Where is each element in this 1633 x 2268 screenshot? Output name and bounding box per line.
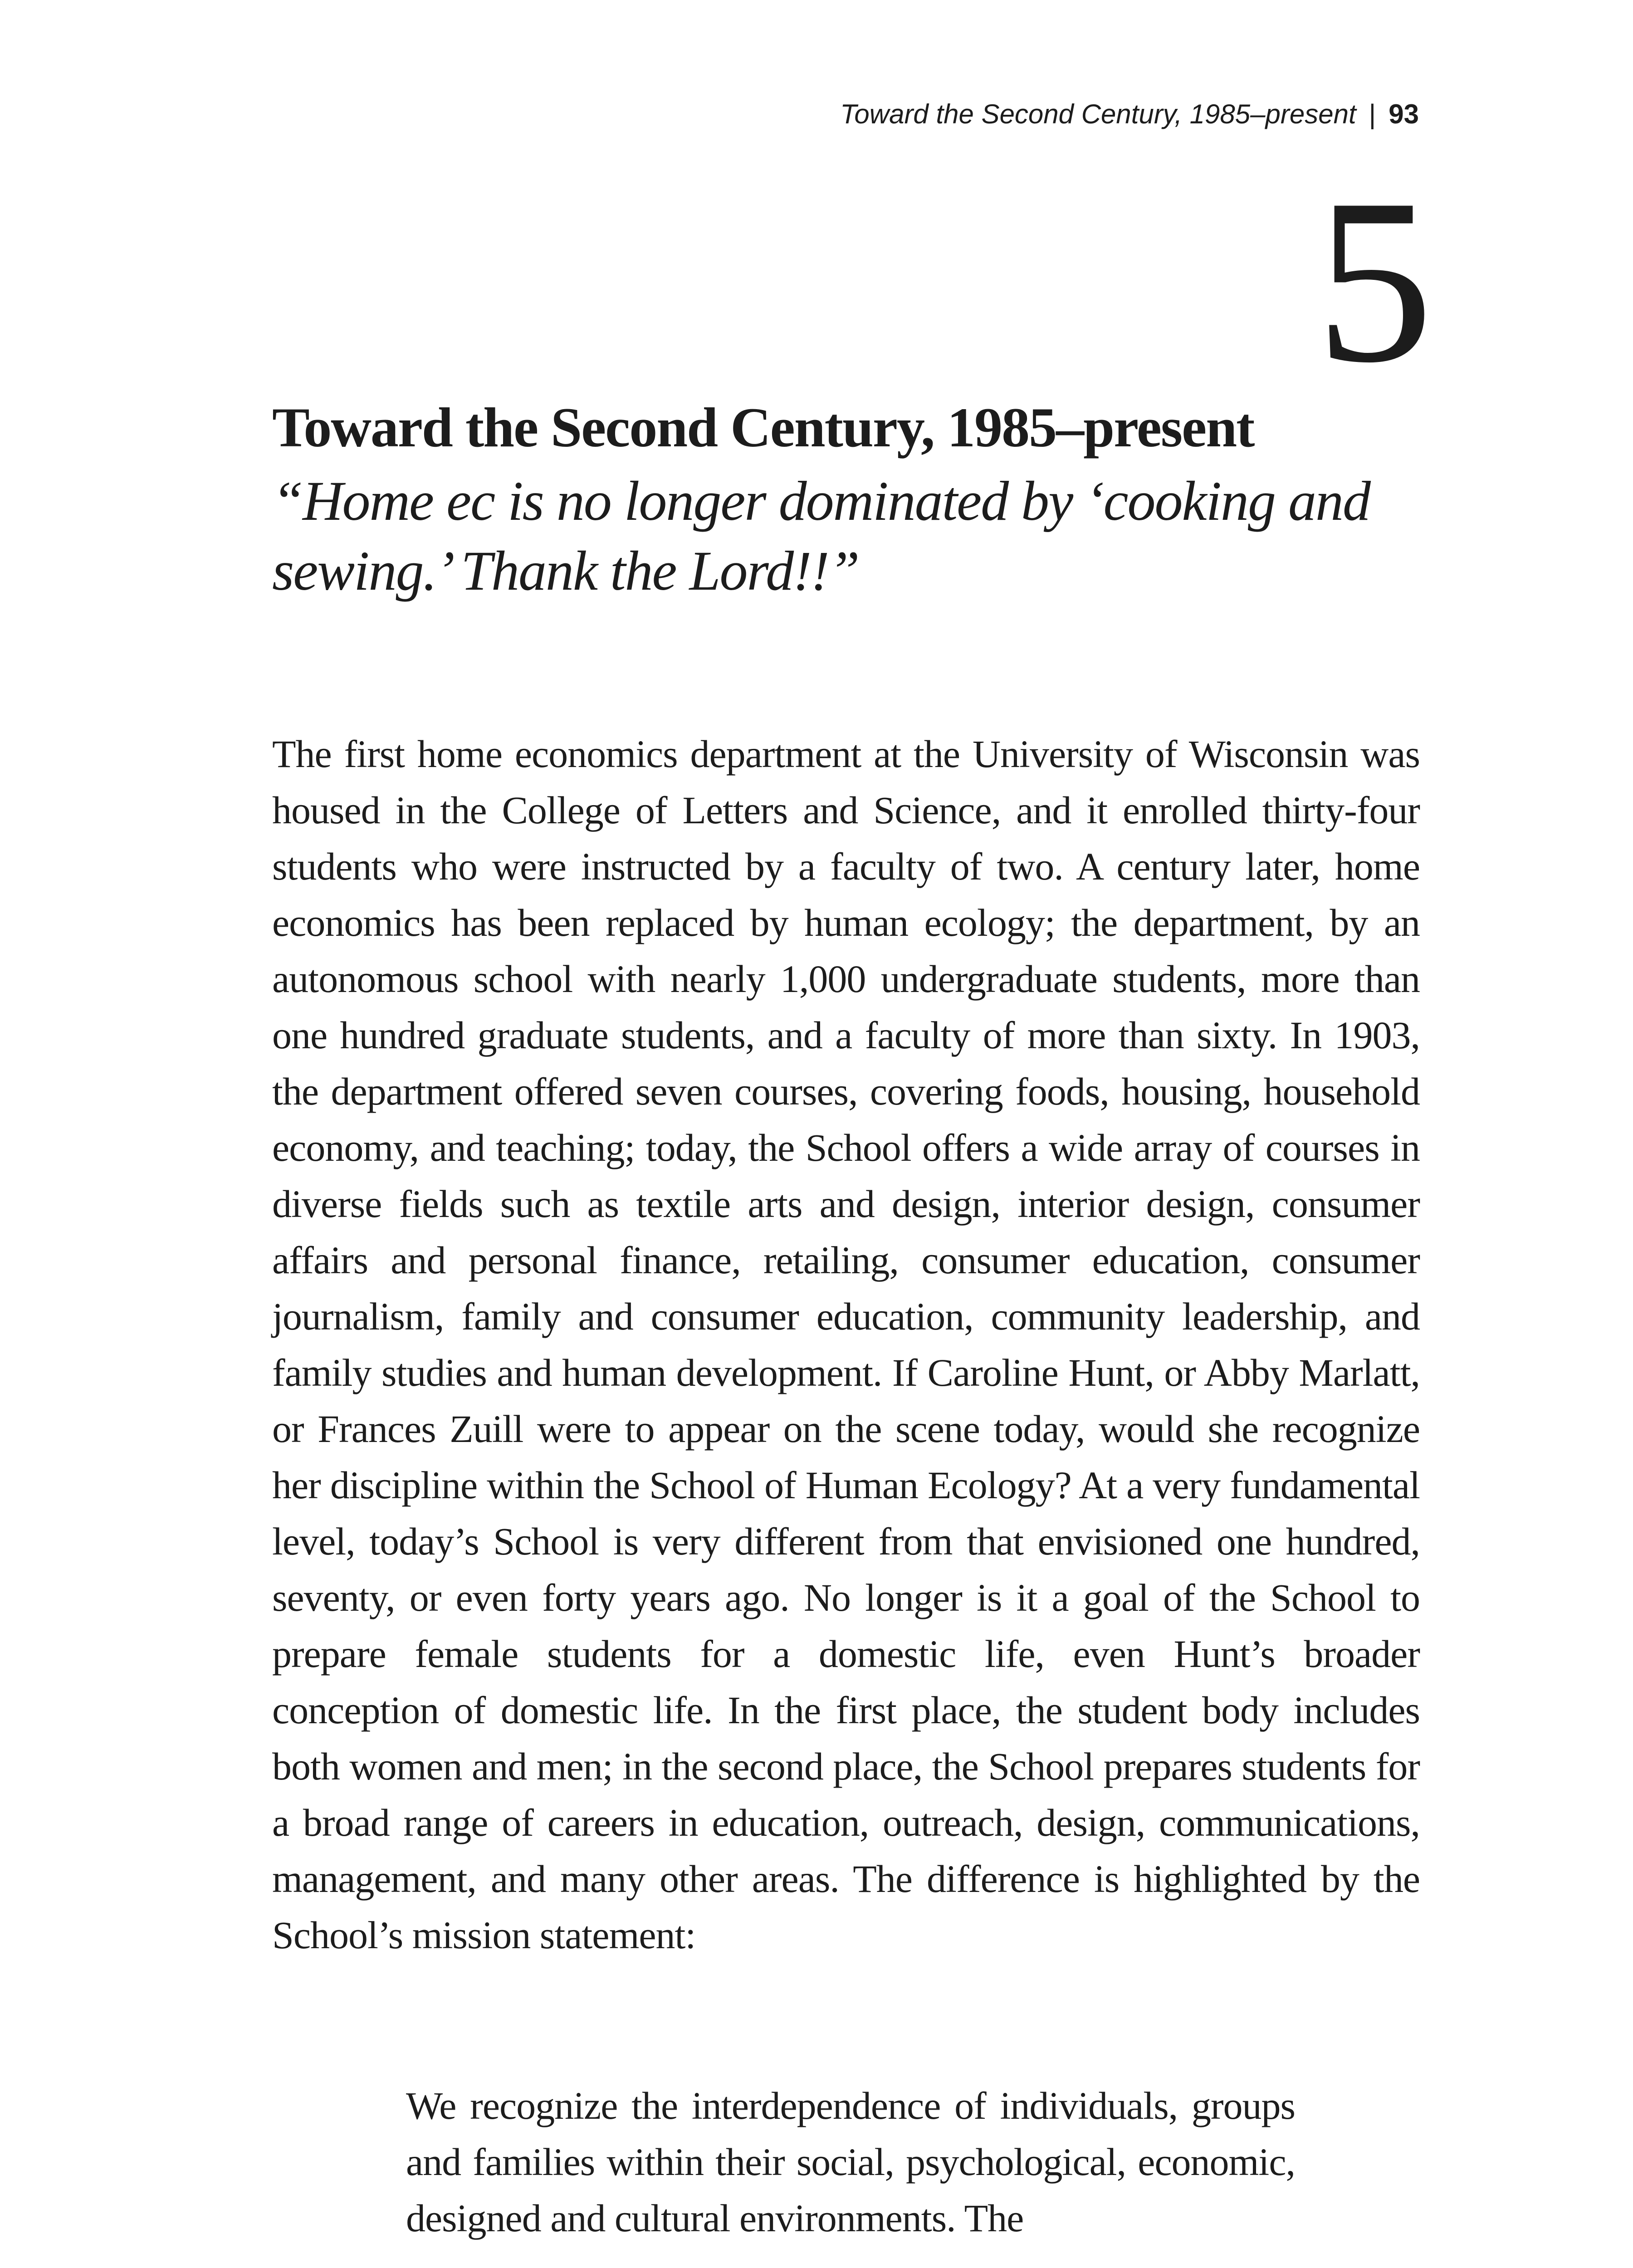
running-head [272,96,1419,132]
page-number: 93 [1389,99,1419,129]
chapter-number: 5 [1315,151,1433,411]
body-paragraph: The first home economics department at the University of Wisconsin was housed in the College of Letters and Science, and it enrolled thirty-four students who were instructed by a faculty of two. A century later, home economics has been replaced by human ecology; the department, by an autonomous school with nearly 1,000 undergraduate students, more than one hundred graduate students, and a faculty of more than sixty. In 1903, the department offered seven courses, covering foods, housing, household economy, and teaching; today, the School offers a wide array of courses in diverse fields such as textile arts and design, interior design, consumer affairs and personal finance, retailing, consumer education, consumer journalism, family and consumer education, community leadership, and family studies and human development. If Caroline Hunt, or Abby Marlatt, or Frances Zuill were to appear on the scene today, would she recognize her discipline within the School of Human Ecology? At a very fundamental level, today’s School is very different from that envisioned one hundred, seventy, or even forty years ago. No longer is it a goal of the School to prepare female students for a domestic life, even Hunt’s broader conception of domestic life. In the first place, the student body includes both women and men; in the second place, the School prepares students for a broad range of careers in education, outreach, design, communications, management, and many other areas. The difference is highlighted by the School’s mission statement: [272,732,1420,1957]
mission-statement-quote: We recognize the interdependence of individuals, groups and families within their social, psychological, economic, designed and cultural environments. The [406,2084,1295,2240]
running-head-separator: | [1369,99,1376,129]
chapter-epigraph: “Home ec is no longer dominated by ‘cooking and sewing.’ Thank the Lord!!” [272,470,1370,602]
running-head-title: Toward the Second Century, 1985–present [840,99,1356,129]
chapter-title: Toward the Second Century, 1985–present [272,396,1254,459]
